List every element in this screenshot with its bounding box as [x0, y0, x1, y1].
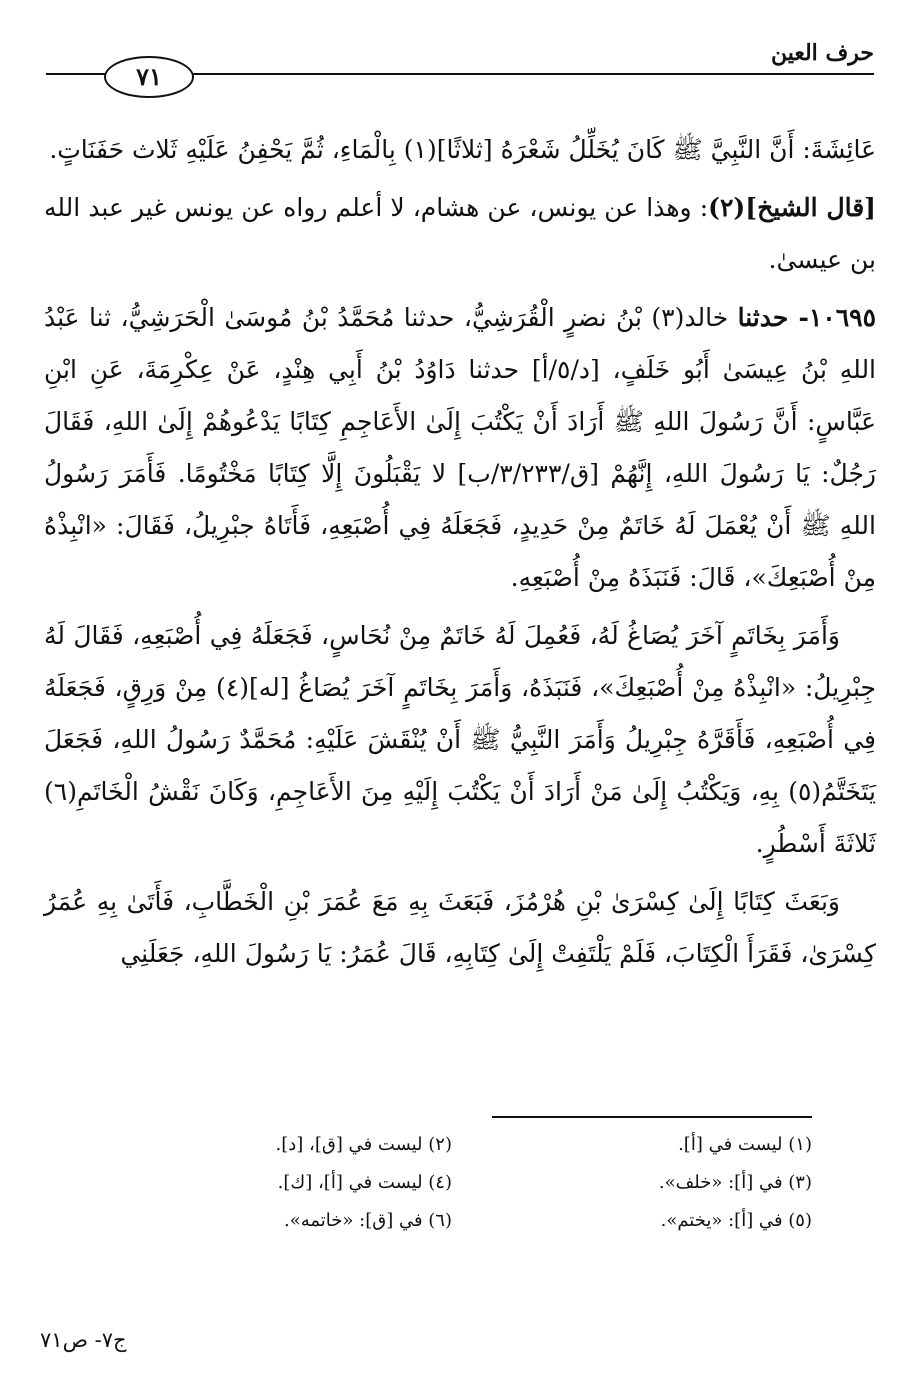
paragraph-4: [44, 610, 876, 870]
main-text: [44, 124, 876, 986]
footnote-rule: [492, 1116, 812, 1118]
footnotes: [112, 1132, 812, 1234]
footnote-3: (٣) في [أ]: «خلف».: [658, 1172, 812, 1193]
volume-page-reference: ج٧- ص٧١: [40, 1328, 127, 1352]
footnote-6: (٦) في [ق]: «خاتمه».: [284, 1210, 452, 1231]
page-number-badge: ٧١: [104, 56, 194, 98]
paragraph-2: [44, 182, 876, 286]
hadith-number-lead: ١٠٦٩٥- حدثنا: [737, 303, 876, 332]
paragraph-1: [44, 124, 876, 176]
footnote-2: (٢) ليست في [ق]، [د].: [275, 1134, 452, 1155]
paragraph-text: عَائِشَةَ: أَنَّ النَّبِيَّ ﷺ كَانَ يُخَلِّلُ شَعْرَهُ [ثلاثًا](١) بِالْمَاءِ، ثُمَّ يَحْفِنُ عَلَيْهِ ثَلاث حَفَنَاتٍ.: [49, 135, 876, 164]
paragraph-text: وَبَعَثَ كِتَابًا إِلَىٰ كِسْرَىٰ بْنِ هُرْمُزَ، فَبَعَثَ بِهِ مَعَ عُمَرَ بْنِ الْخَطَّابِ، فَأَتَىٰ بِهِ عُمَرُ كِسْرَىٰ، فَقَرَأَ الْكِتَابَ، فَلَمْ يَلْتَفِتْ إِلَىٰ كِتَابِهِ، قَالَ عُمَرُ: يَا رَسُولَ اللهِ، جَعَلَنِي: [44, 887, 876, 968]
footnote-4: (٤) ليست في [أ]، [ك].: [277, 1172, 452, 1193]
running-header-title: حرف العين: [770, 40, 874, 66]
paragraph-lead: [قال الشيخ](٢): [708, 193, 876, 222]
paragraph-5: [44, 876, 876, 980]
paragraph-text: وَأَمَرَ بِخَاتَمٍ آخَرَ يُصَاغُ لَهُ، فَعُمِلَ لَهُ خَاتَمٌ مِنْ نُحَاسٍ، فَجَعَلَهُ فِي أُصْبَعِهِ، فَقَالَ لَهُ جِبْرِيلُ: «انْبِذْهُ مِنْ أُصْبَعِكَ»، فَنَبَذَهُ، وَأَمَرَ بِخَاتَمٍ آخَرَ يُصَاغُ [له](٤) مِنْ وَرِقٍ، فَجَعَلَهُ فِي أُصْبَعِهِ، فَأَقَرَّهُ جِبْرِيلُ وَأَمَرَ النَّبِيُّ ﷺ أَنْ يُنْقَشَ عَلَيْهِ: مُحَمَّدٌ رَسُولُ اللهِ، فَجَعَلَ يَتَخَتَّمُ(٥) بِهِ، وَيَكْتُبُ إِلَىٰ مَنْ أَرَادَ أَنْ يَكْتُبَ إِلَيْهِ مِنَ الأَعَاجِمِ، وَكَانَ نَقْشُ الْخَاتَمِ(٦) ثَلاثَةَ أَسْطُرٍ.: [44, 621, 876, 858]
footnote-1: (١) ليست في [أ].: [678, 1134, 812, 1155]
paragraph-3: [44, 292, 876, 604]
paragraph-text: خالد(٣) بْنُ نضرٍ الْقُرَشِيُّ، حدثنا مُحَمَّدُ بْنُ مُوسَىٰ الْحَرَشِيُّ، ثنا عَبْدُ اللهِ بْنُ عِيسَىٰ أَبُو خَلَفٍ، [د/٥/أ] حدثنا دَاوُدُ بْنُ أَبِي هِنْدٍ، عَنْ عِكْرِمَةَ، عَنِ ابْنِ عَبَّاسٍ: أَنَّ رَسُولَ اللهِ ﷺ أَرَادَ أَنْ يَكْتُبَ إِلَىٰ الأَعَاجِمِ كِتَابًا يَدْعُوهُمْ إِلَىٰ اللهِ، فَقَالَ رَجُلٌ: يَا رَسُولَ اللهِ، إِنَّهُمْ [ق/٣/٢٣٣/ب] لا يَقْبَلُونَ إِلَّا كِتَابًا مَخْتُومًا. فَأَمَرَ رَسُولُ اللهِ ﷺ أَنْ يُعْمَلَ لَهُ خَاتَمٌ مِنْ حَدِيدٍ، فَجَعَلَهُ فِي أُصْبَعِهِ، فَأَتَاهُ جبْرِيلُ، فَقَالَ: «انْبِذْهُ مِنْ أُصْبَعِكَ»، قَالَ: فَنَبَذَهُ مِنْ أُصْبَعِهِ.: [44, 303, 877, 592]
footnote-5: (٥) في [أ]: «يختم».: [660, 1210, 812, 1231]
paragraph-text: : وهذا عن يونس، عن هشام، لا أعلم رواه عن يونس غير عبد الله بن عيسىٰ.: [44, 193, 876, 274]
